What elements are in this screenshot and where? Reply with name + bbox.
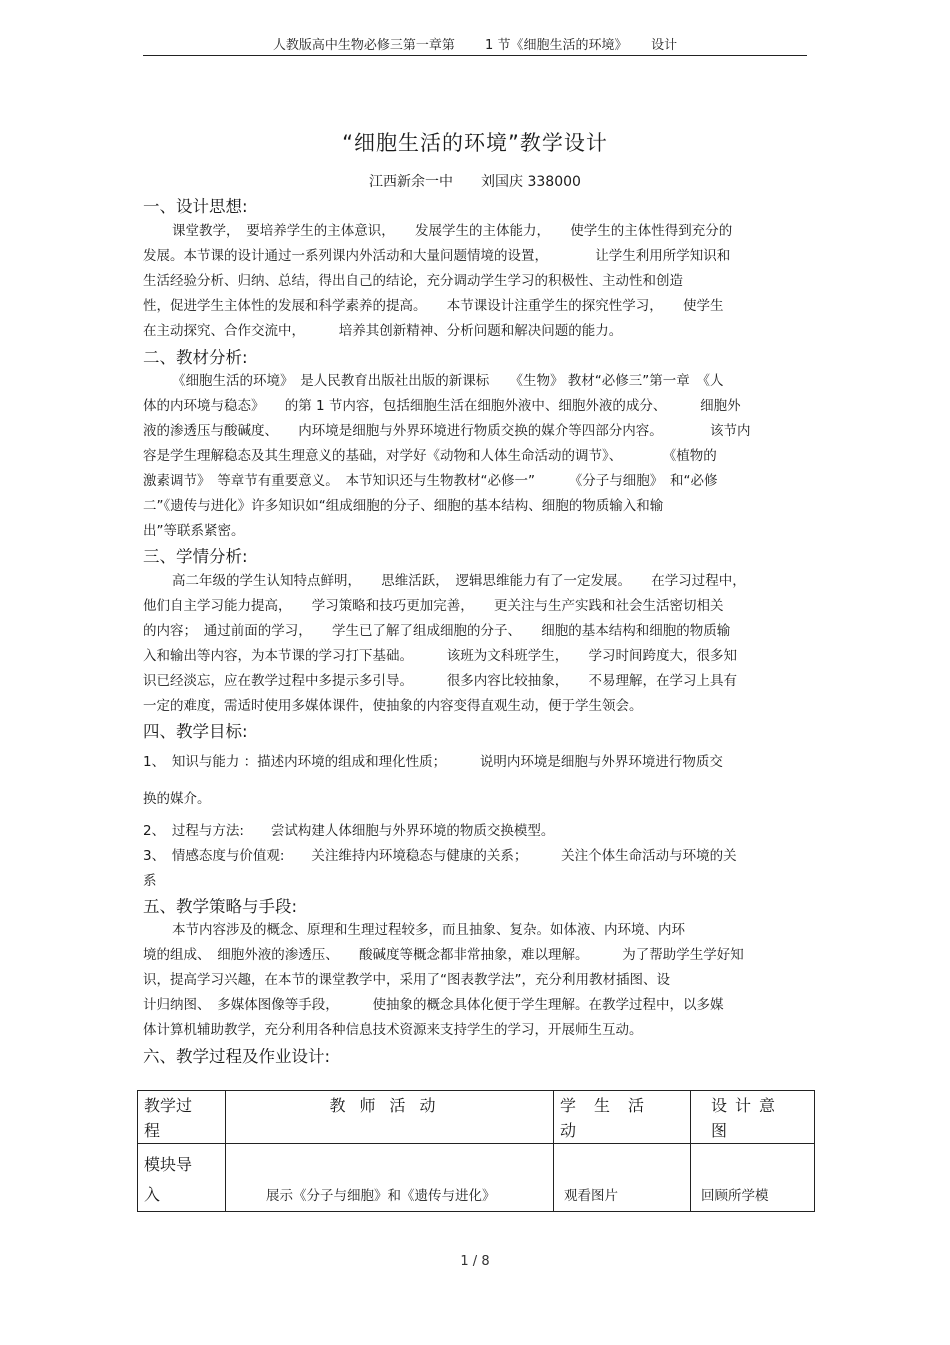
header-text: 图 [711, 1121, 728, 1140]
paragraph-line: 体计算机辅助教学，充分利用各种信息技术资源来支持学生的学习，开展师生互动。 [143, 1022, 643, 1038]
paragraph-line: 性，促进学生主体性的发展和科学素养的提高。 本节课设计注重学生的探究性学习， 使学生 [143, 298, 724, 314]
cell-intent [691, 1144, 815, 1212]
page-header: 人教版高中生物必修三第一章第 1 节《细胞生活的环境》 设计 [272, 38, 678, 53]
cell-teacher [226, 1144, 554, 1212]
paragraph-line: 液的渗透压与酸碱度、 内环境是细胞与外界环境进行物质交换的媒介等四部分内容。 该节内 [143, 423, 751, 439]
paragraph-line: 《细胞生活的环境》 是人民教育出版社出版的新课标 《生物》 教材“必修三”第一章 《人 [172, 373, 724, 389]
paragraph-line: 二”《遗传与进化》许多知识如“组成细胞的分子、细胞的基本结构、细胞的物质输入和输 [143, 498, 664, 514]
paragraph-line: 出”等联系紧密。 [143, 523, 245, 539]
cell-process [138, 1144, 226, 1212]
document-title: “细胞生活的环境”教学设计 [342, 131, 608, 155]
header-text: 动 [560, 1121, 577, 1140]
section-heading-textbook-analysis: 二、教材分析: [143, 348, 248, 367]
paragraph-line: 激素调节》 等章节有重要意义。 本节知识还与生物教材“必修一” 《分子与细胞》 和“必修 [143, 473, 718, 489]
teaching-process-table [137, 1090, 815, 1212]
header-text: 设计意 [711, 1096, 784, 1115]
goal-item-2: 2、 过程与方法: 尝试构建人体细胞与外界环境的物质交换模型。 [143, 823, 555, 839]
paragraph-line: 发展。本节课的设计通过一系列课内外活动和大量问题情境的设置， 让学生利用所学知识和 [143, 248, 731, 264]
cell-text: 回顾所学模 [701, 1188, 769, 1204]
goal-item-3-continued: 系 [143, 873, 157, 889]
section-heading-teaching-goals: 四、教学目标: [143, 722, 248, 741]
header-cell-student [554, 1091, 691, 1144]
paragraph-line: 计归纳图、 多媒体图像等手段， 使抽象的概念具体化便于学生理解。在教学过程中，以多媒 [143, 997, 724, 1013]
cell-text: 模块导 [144, 1155, 193, 1174]
paragraph-line: 的内容； 通过前面的学习， 学生已了解了组成细胞的分子、 细胞的基本结构和细胞的物质输 [143, 623, 731, 639]
cell-text: 入 [144, 1185, 161, 1204]
cell-text: 展示《分子与细胞》和《遗传与进化》 [266, 1188, 496, 1204]
section-heading-student-analysis: 三、学情分析: [143, 547, 248, 566]
paragraph-line: 高二年级的学生认知特点鲜明， 思维活跃， 逻辑思维能力有了一定发展。 在学习过程中， [172, 573, 746, 589]
author-line: 江西新余一中 刘国庆 338000 [369, 174, 581, 190]
paragraph-line: 境的组成、 细胞外液的渗透压、 酸碱度等概念都非常抽象，难以理解。 为了帮助学生学好知 [143, 947, 744, 963]
goal-item-1-continued: 换的媒介。 [143, 791, 211, 807]
paragraph-line: 他们自主学习能力提高， 学习策略和技巧更加完善， 更关注与生产实践和社会生活密切相关 [143, 598, 724, 614]
paragraph-line: 生活经验分析、归纳、总结，得出自己的结论，充分调动学生学习的积极性、主动性和创造 [143, 273, 683, 289]
paragraph-line: 入和输出等内容，为本节课的学习打下基础。 该班为文科班学生， 学习时间跨度大，很多知 [143, 648, 737, 664]
header-text: 学生活 [560, 1096, 663, 1115]
paragraph-line: 体的内环境与稳态》 的第 1 节内容，包括细胞生活在细胞外液中、细胞外液的成分、 细胞外 [143, 398, 741, 414]
header-cell-teacher [226, 1091, 554, 1144]
goal-item-1: 1、 知识与能力 ：描述内环境的组成和理化性质； 说明内环境是细胞与外界环境进行物质交 [143, 754, 723, 770]
paragraph-line: 容是学生理解稳态及其生理意义的基础，对学好《动物和人体生命活动的调节》、 《植物的 [143, 448, 717, 464]
paragraph-line: 在主动探究、合作交流中， 培养其创新精神、分析问题和解决问题的能力。 [143, 323, 623, 339]
header-text: 教师活动 [329, 1096, 450, 1115]
paragraph-line: 识，提高学习兴趣，在本节的课堂教学中，采用了“图表教学法”，充分利用教材插图、设 [143, 972, 670, 988]
header-cell-intent [691, 1091, 815, 1144]
table-row [138, 1144, 815, 1212]
paragraph-line: 课堂教学， 要培养学生的主体意识， 发展学生的主体能力， 使学生的主体性得到充分的 [172, 223, 733, 239]
cell-student [554, 1144, 691, 1212]
section-heading-design-thinking: 一、设计思想: [143, 197, 248, 216]
page-number: 1 / 8 [460, 1254, 490, 1269]
table-header-row [138, 1091, 815, 1144]
paragraph-line: 本节内容涉及的概念、原理和生理过程较多，而且抽象、复杂。如体液、内环境、内环 [172, 922, 685, 938]
paragraph-line: 一定的难度，需适时使用多媒体课件，使抽象的内容变得直观生动，便于学生领会。 [143, 698, 643, 714]
section-heading-strategy: 五、教学策略与手段: [143, 897, 298, 916]
paragraph-line: 识已经淡忘，应在教学过程中多提示多引导。 很多内容比较抽象， 不易理解，在学习上具有 [143, 673, 737, 689]
header-rule [143, 55, 807, 56]
header-text: 程 [144, 1121, 161, 1140]
header-text: 教学过 [144, 1096, 193, 1115]
section-heading-process: 六、教学过程及作业设计: [143, 1047, 331, 1066]
goal-item-3: 3、 情感态度与价值观: 关注维持内环境稳态与健康的关系； 关注个体生命活动与环境的关 [143, 848, 737, 864]
cell-text: 观看图片 [564, 1188, 618, 1204]
header-cell-process [138, 1091, 226, 1144]
